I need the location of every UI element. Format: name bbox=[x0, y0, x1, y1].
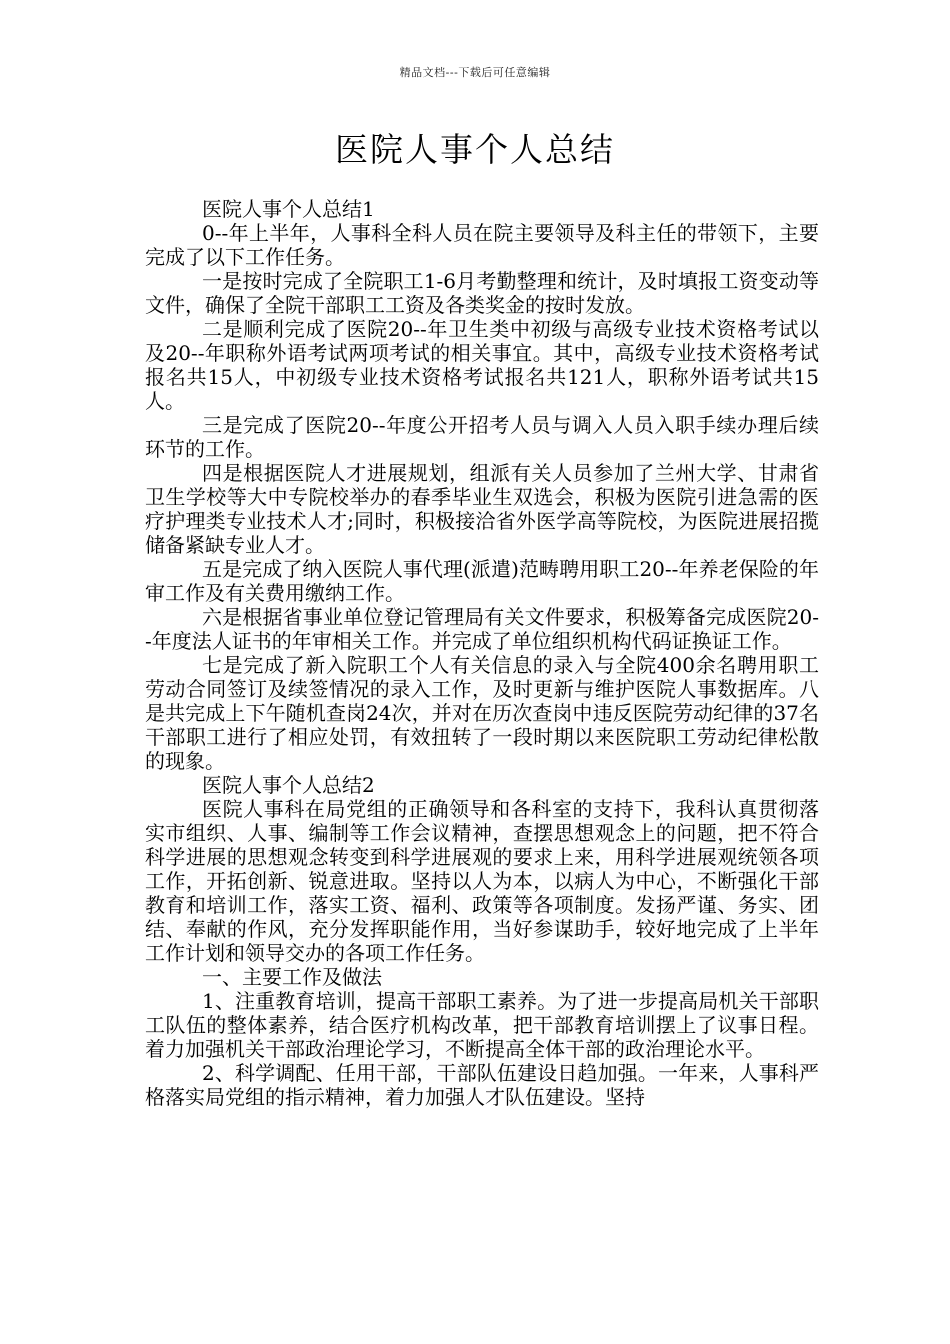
paragraph: 一是按时完成了全院职工1-6月考勤整理和统计，及时填报工资变动等文件，确保了全院干部职工工资及各类奖金的按时发放。 bbox=[145, 269, 819, 317]
section-heading-2: 医院人事个人总结2 bbox=[202, 773, 375, 797]
document-title: 医院人事个人总结 bbox=[335, 130, 615, 169]
paragraph: 四是根据医院人才进展规划，组派有关人员参加了兰州大学、甘肃省卫生学校等大中专院校举办的春季毕业生双选会，积极为医院引进急需的医疗护理类专业技术人才;同时，积极接洽省外医学高等院校，为医院进展招揽储备紧缺专业人才。 bbox=[145, 461, 819, 557]
paragraph: 五是完成了纳入医院人事代理(派遣)范畴聘用职工20--年养老保险的年审工作及有关费用缴纳工作。 bbox=[145, 557, 819, 605]
paragraph: 六是根据省事业单位登记管理局有关文件要求，积极筹备完成医院20--年度法人证书的年审相关工作。并完成了单位组织机构代码证换证工作。 bbox=[145, 605, 819, 653]
paragraph: 2、科学调配、任用干部，干部队伍建设日趋加强。一年来，人事科严格落实局党组的指示精神，着力加强人才队伍建设。坚持 bbox=[145, 1061, 819, 1109]
paragraph: 1、注重教育培训，提高干部职工素养。为了进一步提高局机关干部职工队伍的整体素养，结合医疗机构改革，把干部教育培训摆上了议事日程。着力加强机关干部政治理论学习，不断提高全体干部的政治理论水平。 bbox=[145, 989, 819, 1061]
document-body bbox=[145, 197, 819, 1109]
paragraph: 七是完成了新入院职工个人有关信息的录入与全院400余名聘用职工劳动合同签订及续签情况的录入工作，及时更新与维护医院人事数据库。八是共完成上下午随机查岗24次，并对在历次查岗中违反医院劳动纪律的37名干部职工进行了相应处罚，有效扭转了一段时期以来医院职工劳动纪律松散的现象。 bbox=[145, 653, 819, 773]
paragraph: 医院人事科在局党组的正确领导和各科室的支持下，我科认真贯彻落实市组织、人事、编制等工作会议精神，查摆思想观念上的问题，把不符合科学进展的思想观念转变到科学进展观的要求上来，用科学进展观统领各项工作，开拓创新、锐意进取。坚持以人为本，以病人为中心，不断强化干部教育和培训工作，落实工资、福利、政策等各项制度。发扬严谨、务实、团结、奉献的作风，充分发挥职能作用，当好参谋助手，较好地完成了上半年工作计划和领导交办的各项工作任务。 bbox=[145, 797, 819, 965]
paragraph: 二是顺利完成了医院20--年卫生类中初级与高级专业技术资格考试以及20--年职称外语考试两项考试的相关事宜。其中，高级专业技术资格考试报名共15人，中初级专业技术资格考试报名共121人，职称外语考试共15人。 bbox=[145, 317, 819, 413]
section-heading-1: 医院人事个人总结1 bbox=[202, 197, 375, 221]
paragraph: 0--年上半年，人事科全科人员在院主要领导及科主任的带领下，主要完成了以下工作任务。 bbox=[145, 221, 819, 269]
paragraph: 三是完成了医院20--年度公开招考人员与调入人员入职手续办理后续环节的工作。 bbox=[145, 413, 819, 461]
header-note: 精品文档---下载后可任意编辑 bbox=[399, 66, 551, 79]
subsection-heading: 一、主要工作及做法 bbox=[202, 965, 382, 989]
